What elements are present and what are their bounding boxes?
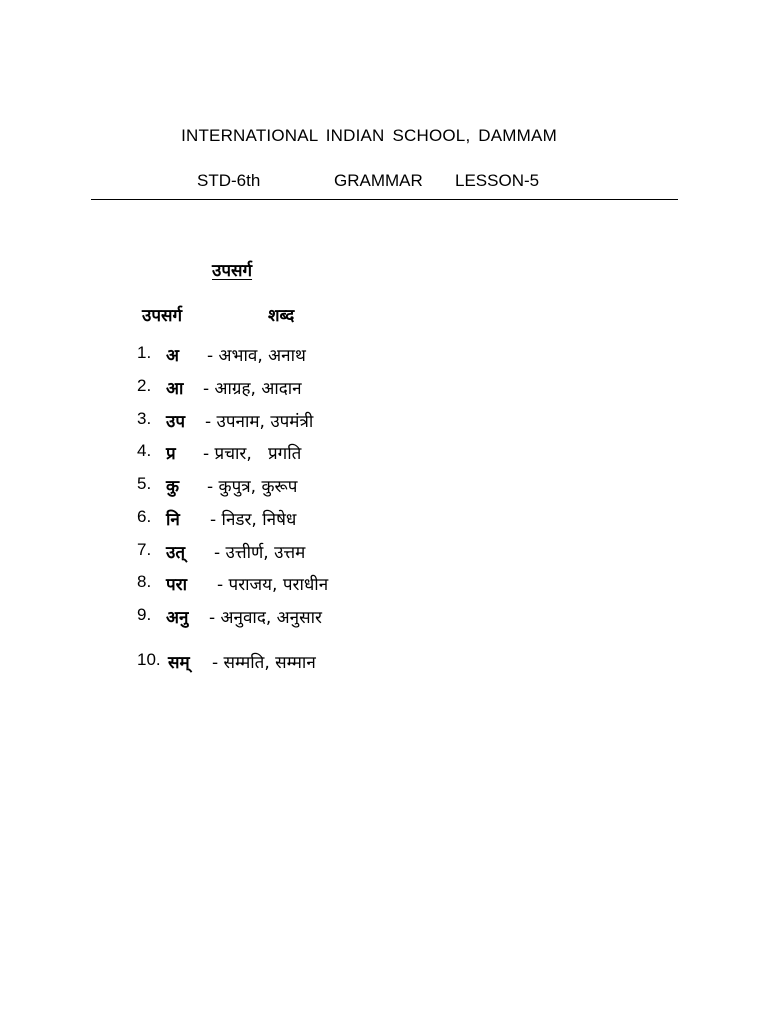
item-words: - सम्मति, सम्मान — [212, 653, 316, 673]
item-words: - निडर, निषेध — [210, 510, 297, 530]
item-number: 9. — [137, 605, 152, 624]
item-number: 3. — [137, 409, 152, 428]
item-prefix: परा — [166, 575, 188, 595]
item-words: - अभाव, अनाथ — [207, 346, 306, 366]
item-number: 6. — [137, 507, 152, 526]
item-words: - अनुवाद, अनुसार — [209, 608, 322, 628]
subject-label: GRAMMAR — [334, 171, 423, 190]
item-prefix: अ — [166, 346, 179, 366]
item-prefix: अनु — [166, 608, 189, 628]
header-divider — [91, 199, 678, 200]
item-words: - पराजय, पराधीन — [217, 575, 329, 595]
item-number: 5. — [137, 474, 152, 493]
section-heading: उपसर्ग — [212, 261, 253, 281]
item-prefix: नि — [166, 510, 180, 530]
item-prefix: आ — [166, 379, 184, 399]
lesson-label: LESSON-5 — [455, 171, 540, 190]
item-words: - आग्रह, आदान — [203, 379, 302, 399]
item-number: 2. — [137, 376, 152, 395]
class-label: STD-6th — [197, 171, 261, 190]
item-number: 4. — [137, 441, 152, 460]
item-prefix: उप — [166, 412, 185, 432]
item-words: - उत्तीर्ण, उत्तम — [214, 543, 306, 563]
item-prefix: उत् — [166, 543, 186, 563]
item-number: 7. — [137, 540, 152, 559]
item-number: 1. — [137, 343, 152, 362]
item-prefix: प्र — [166, 444, 176, 464]
school-name: INTERNATIONAL INDIAN SCHOOL, DAMMAM — [181, 126, 557, 145]
item-prefix: कु — [166, 477, 180, 497]
item-number: 8. — [137, 572, 152, 591]
column-heading-prefix: उपसर्ग — [142, 306, 183, 326]
item-words: - उपनाम, उपमंत्री — [205, 412, 314, 432]
item-words: - प्रचार, प्रगति — [203, 444, 302, 464]
item-words: - कुपुत्र, कुरूप — [207, 477, 298, 497]
item-prefix: सम् — [168, 653, 190, 673]
column-heading-words: शब्द — [268, 306, 295, 326]
item-number: 10. — [137, 650, 161, 669]
